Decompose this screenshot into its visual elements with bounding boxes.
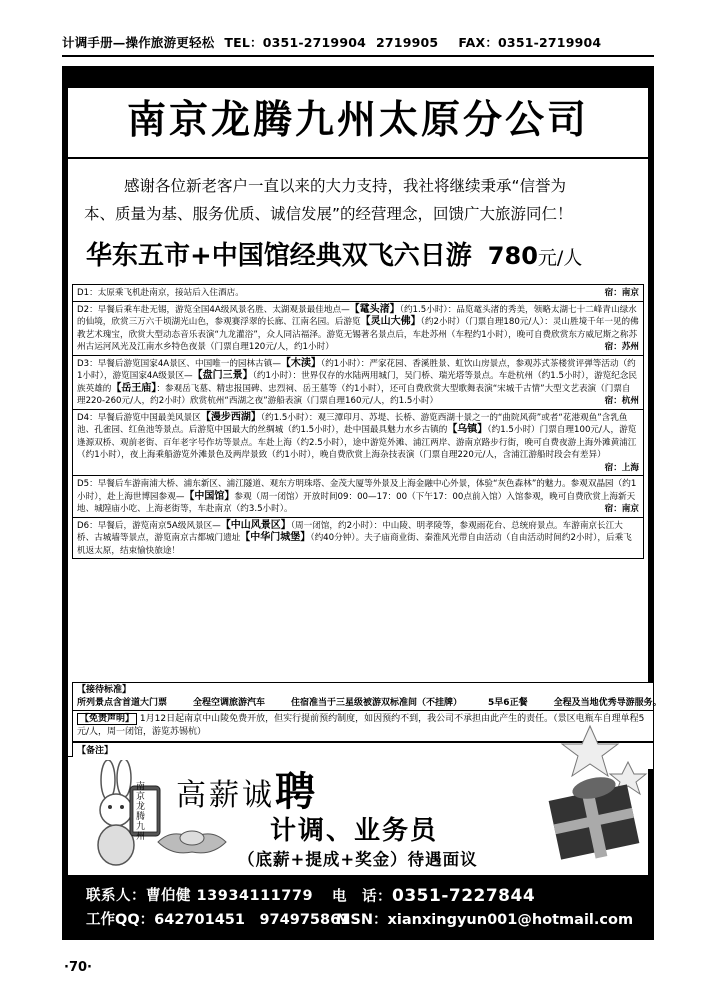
recruit-pay: （底薪+提成+奖金）待遇面议 — [238, 850, 478, 869]
day-text: 早餐后游览中国最美风景区 — [97, 412, 201, 423]
itinerary-table — [72, 284, 644, 559]
standard-items — [77, 697, 662, 710]
standard-item: 全程空调旅游汽车 — [193, 698, 266, 708]
itinerary-row-d3 — [73, 355, 644, 409]
contact-line-2 — [86, 908, 646, 932]
recruit-positions: 计调、业务员 — [270, 816, 439, 846]
standard-item: 5早6正餐 — [488, 698, 528, 708]
day-text: （约1.5小时）门票自理100元/人，游览逢源双桥、观前老街、百年老字号作坊等景点。车赴上海（约2.5小时），途中游览外滩、浦江两岸、游南京路步行街，晚可自费夜游上海外滩黄浦江（约1小时），夜上海乘船游览外滩景色及两岸景致（约1小时），晚自费欣赏上海杂技表演（门票自理220元/人，含浦江游船时段会有差异） — [77, 425, 637, 460]
itinerary-row-d5 — [73, 476, 644, 518]
attraction-name: 【中华门城堡】 — [240, 532, 311, 543]
attraction-name: 【岳王庙】 — [111, 382, 157, 394]
intro-text — [84, 172, 636, 228]
day-label: D2： — [77, 304, 98, 315]
stay-city: 宿：上海 — [604, 462, 639, 473]
header-tel-1: 0351-2719904 — [262, 35, 367, 50]
product-title: 华东五市+中国馆经典双飞六日游 — [86, 241, 472, 271]
itinerary-row-d2 — [73, 301, 644, 355]
day-label: D3： — [77, 358, 98, 369]
contact-person-label: 联系人： — [86, 888, 146, 904]
itinerary-cell — [73, 476, 644, 518]
attraction-name: 【木渎】 — [280, 357, 321, 369]
day-text: （约1小时）：严家花园、香溪胜景、虹饮山房景点，参观苏式茶楼赏评弹等活动（约1小时），游览国家4A级景区— — [77, 358, 636, 381]
contact-qq-label: 工作QQ： — [86, 912, 155, 928]
stay-city: 宿：南京 — [604, 504, 639, 514]
attraction-name: 【盘门三景】 — [192, 370, 253, 381]
attraction-name: 【中山风景区】 — [220, 519, 291, 531]
attraction-name: 【中国馆】 — [184, 490, 235, 502]
itinerary-row-d4 — [73, 409, 644, 476]
intro-line-2: 本、质量为基、服务优质、诚信发展”的经营理念，回馈广大旅游同仁！ — [84, 205, 573, 223]
day-text: 太原乘飞机赴南京，接站后入住酒店。 — [97, 288, 244, 298]
contact-msn-label: MSN： — [336, 912, 388, 928]
header-tel-label: TEL： — [224, 35, 263, 50]
header-rule — [62, 55, 654, 57]
contact-msn-group — [336, 908, 633, 932]
recruit-title-b: 聘 — [275, 768, 318, 815]
attraction-name: 【鼋头渚】 — [349, 303, 400, 315]
page-number: ·70· — [64, 960, 92, 975]
day-text: 早餐后，游览南京5A级风景区— — [97, 520, 221, 531]
standard-item: 所列景点含首道大门票 — [77, 698, 168, 708]
stay-city: 宿：南京 — [604, 288, 639, 298]
intro-line-1: 感谢各位新老客户一直以来的大力支持，我社将继续秉承“信誉为 — [124, 177, 567, 195]
itinerary-row-d1 — [73, 285, 644, 302]
recruit-title-a: 高薪诚 — [176, 778, 275, 813]
company-name: 南京龙腾九州太原分公司 — [126, 97, 589, 143]
day-text: （约1.5小时）：品览鼋头渚的秀美，领略太湖七十二峰青山绿水的仙境，欣赏三万六千顷湖光山色，参观赛浮翠的长廊、江南名园。后游览 — [77, 304, 637, 327]
day-text: ：参观岳飞墓、精忠报国碑、忠烈祠、岳王墓等（约1小时），还可自费欣赏大型歌舞表演“宋城千古情”大型文艺表演（门票自理220-260元/人，约2小时）欣赏杭州“西湖之夜”游船表演（门票自理160元/人，约1.5小时） — [77, 383, 631, 406]
itinerary-row-d6 — [73, 517, 644, 559]
itinerary-cell — [73, 355, 644, 409]
day-label: D5： — [77, 479, 98, 489]
day-text: 早餐后游览国家4A景区、中国唯一的园林古镇— — [97, 358, 281, 369]
day-text: （周一闭馆，约2小时）：中山陵、明孝陵等，参观雨花台、总统府景点。车游南京长江大桥、古城墙等景点，游览南京古都城门遗址 — [77, 520, 623, 543]
contact-qq: 642701451 974975861 — [154, 912, 351, 928]
header-tel-2: 2719905 — [376, 35, 439, 50]
stamp-text: 南京龙腾九州 — [136, 782, 146, 842]
day-text: （约1小时）：世界仅存的水陆两用城门，吴门桥、瑞光塔等景点。车赴杭州（约1.5小时），游览纪念民族英雄的 — [77, 371, 638, 394]
contact-phone-label: 电 话： — [332, 889, 392, 905]
disclaimer-text: 1月12日起南京中山陵免费开放，但实行提前预约制度，如因预约不到，我公司不承担由此产生的责任。（景区电瓶车自理单程5元/人，周一闭馆，游览苏锡杭） — [77, 714, 645, 737]
header-slogan: 计调手册—操作旅游更轻松 — [62, 35, 215, 50]
itinerary-cell — [73, 285, 644, 302]
service-standard — [72, 682, 662, 712]
contact-phone-group — [332, 884, 535, 909]
product-price: 780 — [487, 242, 538, 270]
day-text: （约2小时）（门票自理180元/人）：灵山胜境千年一见的佛教艺术瑰宝，欣赏大型动态音乐表演“九龙灌浴”，众人同沾福泽。游览无锡著名景点后，车赴苏州（车程约1小时），晚可自费欣赏东方威尼斯之称苏州古运河风光及江南水乡特色夜景（门票自理120元/人，约1小时） — [77, 317, 639, 352]
itinerary-cell — [73, 409, 644, 476]
contact-block — [86, 884, 646, 932]
day-label: D6： — [77, 520, 98, 531]
day-text: 早餐后乘车赴无锡，游览全国4A级风景名胜、太湖观景最佳地点— — [97, 304, 350, 315]
day-text: （约40分钟）。夫子庙商业街、秦淮风光带自由活动（自由活动时间约2小时），后乘飞机返太原，结束愉快旅途！ — [77, 533, 632, 556]
day-text: （约1.5小时）：观三潭印月、苏堤、长桥、游览西湖十景之一的“曲院风荷”或者“花港观鱼”含乳鱼池、孔雀园、红鱼池等景点。后游览中国最大的丝绸城（约1.5小时），赴中国最具魅力水乡古镇的 — [77, 412, 628, 435]
product-title-row — [86, 236, 646, 278]
remarks-title: 【备注】 — [77, 746, 114, 756]
contact-phone: 0351-7227844 — [392, 886, 536, 906]
contact-line-1 — [86, 884, 646, 908]
standard-title: 【接待标准】 — [77, 685, 132, 695]
contact-msn: xianxingyun001@hotmail.com — [387, 912, 634, 928]
product-price-unit: 元/人 — [537, 247, 583, 269]
day-text: 参观（周一闭馆）开放时间09：00—17：00（下午17：00点前入馆）入馆参观，晚可自费欣赏上海新天地、城隍庙小吃、上海老街等，车赴南京（约3.5小时）。 — [77, 491, 636, 514]
contact-person: 曹伯健 13934111779 — [146, 888, 314, 904]
stay-city: 宿：苏州 — [604, 342, 639, 352]
header-fax: 0351-2719904 — [498, 35, 602, 50]
itinerary-cell — [73, 301, 644, 355]
attraction-name: 【漫步西湖】 — [200, 411, 261, 423]
disclaimer-title: 【免责声明】 — [77, 713, 137, 725]
standard-item: 住宿准当于三星级被游双标准间（不挂牌） — [291, 698, 463, 708]
itinerary-cell — [73, 517, 644, 559]
title-rule — [68, 157, 648, 159]
attraction-name: 【灵山大佛】 — [360, 316, 421, 327]
day-label: D1： — [77, 288, 98, 298]
day-label: D4： — [77, 412, 98, 423]
stay-city: 宿：杭州 — [604, 396, 639, 406]
page-header — [62, 33, 654, 53]
header-fax-label: FAX： — [458, 35, 499, 50]
gold-ingot-icon — [152, 820, 232, 860]
attraction-name: 【乌镇】 — [447, 424, 488, 435]
gift-box-icon — [532, 722, 648, 872]
standard-item: 全程及当地优秀导游服务。 — [553, 698, 662, 708]
day-text: 早餐后车游南浦大桥、浦东新区、浦江隧道、观东方明珠塔、金茂大厦等外景及上海金融中心外景，体验“灰色森林”的魅力。参观双晶园（约1小时），赴上海世博园参观— — [77, 479, 637, 502]
recruit-title — [176, 768, 318, 816]
